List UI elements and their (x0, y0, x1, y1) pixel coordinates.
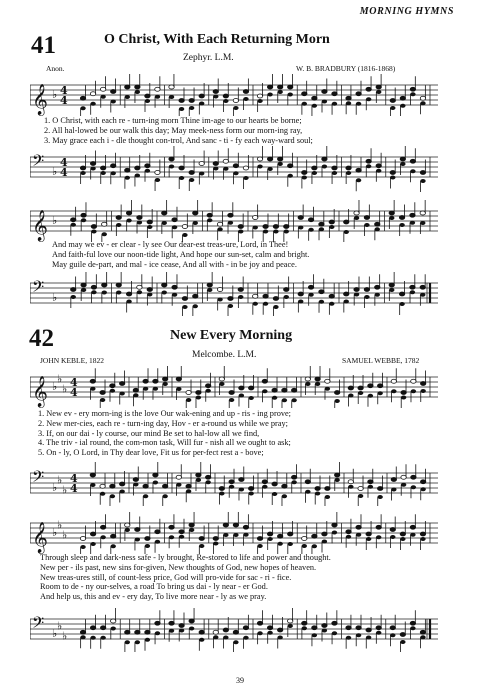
verse-line: May guile de-part, and mal - ice cease, And all with - in be joy and peace. (52, 259, 297, 269)
verse-block (38, 409, 291, 458)
hymn-title: O Christ, With Each Returning Morn (104, 32, 330, 47)
treble-staff (30, 74, 438, 116)
treble-staff (30, 200, 438, 242)
page-number: 39 (236, 676, 244, 685)
bass-staff (30, 462, 438, 506)
bass-staff (30, 146, 438, 192)
hymn-title: New Every Morning (170, 328, 293, 343)
verse-line: New treas-ures still, of count-less price, God will pro-vide for sac - ri - fice. (40, 572, 292, 582)
verse-line: 1. New ev - ery morn-ing is the love Our wak-ening and up - ris - ing prove; (38, 409, 291, 418)
svg-text:♭: ♭ (57, 372, 63, 386)
treble-staff (30, 366, 438, 408)
svg-text:♭: ♭ (62, 629, 68, 643)
svg-text:♭: ♭ (52, 481, 58, 494)
svg-text:𝄢: 𝄢 (32, 614, 45, 636)
verse-line: 1. O Christ, with each re - turn-ing morn Thine im-age to our hearts be borne; (44, 116, 302, 125)
svg-text:𝄢: 𝄢 (32, 278, 45, 300)
svg-text:4: 4 (70, 386, 78, 399)
svg-text:♭: ♭ (52, 165, 58, 178)
svg-text:𝄢: 𝄢 (32, 468, 45, 490)
svg-text:4: 4 (60, 166, 68, 179)
svg-text:4: 4 (60, 156, 68, 169)
verse-block (40, 553, 331, 602)
verse-line: New per - ils past, new sins for-given, New thoughts of God, new hopes of heaven. (40, 562, 317, 572)
verse-line: And help us, this and ev - ery day, To live more near - ly as we pray. (40, 592, 267, 602)
verse-line: And faith-ful love our noon-tide light, And hope our sun-set, calm and bright. (52, 249, 310, 259)
tune-name: Melcombe. L.M. (192, 350, 257, 360)
svg-text:♭: ♭ (57, 518, 63, 532)
tune-name: Zephyr. L.M. (183, 53, 234, 63)
svg-text:4: 4 (60, 94, 68, 107)
svg-text:♭: ♭ (62, 528, 68, 542)
svg-text:4: 4 (60, 84, 68, 97)
music-attribution: SAMUEL WEBBE, 1782 (342, 356, 420, 365)
treble-staff (30, 512, 438, 554)
music-attribution: W. B. BRADBURY (1816-1868) (296, 64, 396, 73)
bass-staff (30, 608, 438, 652)
svg-text:♭: ♭ (57, 473, 63, 487)
svg-text:𝄞: 𝄞 (32, 376, 48, 407)
verse-line: 2. All hal-lowed be our walk this day; May meek-ness form our morn-ing ray, (44, 125, 303, 135)
svg-text:4: 4 (70, 472, 78, 485)
verse-line: Through sleep and dark-ness safe - ly brought, Re-stored to life and power and thought. (40, 553, 331, 562)
svg-text:♭: ♭ (52, 214, 58, 227)
words-attribution: Anon. (46, 64, 65, 73)
section-header: MORNING HYMNS (359, 6, 454, 17)
svg-text:♭: ♭ (52, 380, 58, 393)
svg-text:4: 4 (70, 376, 78, 389)
verse-line: 3. May grace each i - dle thought con-trol, And sanc - ti - fy each way-ward soul; (44, 135, 313, 145)
verse-line: And may we ev - er clear - ly see Our dear-est treas-ure, Lord, in Thee! (52, 240, 289, 249)
svg-text:♭: ♭ (52, 526, 58, 539)
svg-text:♭: ♭ (57, 619, 63, 633)
bass-staff (30, 272, 438, 316)
svg-text:𝄞: 𝄞 (32, 84, 48, 115)
svg-text:♭: ♭ (62, 382, 68, 396)
verse-line: Room to de - ny our-selves, a road To bring us dai - ly near - er God. (40, 582, 268, 592)
svg-text:𝄞: 𝄞 (32, 210, 48, 241)
words-attribution: JOHN KEBLE, 1822 (40, 356, 104, 365)
verse-block (44, 116, 313, 145)
svg-text:♭: ♭ (52, 291, 58, 304)
svg-text:𝄞: 𝄞 (32, 522, 48, 553)
hymn-number: 42 (29, 325, 54, 352)
svg-text:♭: ♭ (52, 88, 58, 101)
hymn-number: 41 (31, 32, 56, 59)
verse-block (52, 240, 309, 269)
verse-line: 2. New mer-cies, each re - turn-ing day, Hov - er a-round us while we pray; (38, 418, 288, 428)
verse-line: 5. On - ly, O Lord, in Thy dear love, Fit us for per-fect rest a - bove; (38, 448, 264, 458)
svg-text:𝄢: 𝄢 (32, 152, 45, 174)
verse-line: 3. If, on our dai - ly course, our mind Be set to hal-low all we find, (38, 428, 260, 438)
svg-text:♭: ♭ (62, 483, 68, 497)
svg-text:4: 4 (70, 482, 78, 495)
verse-line: 4. The triv - ial round, the com-mon task, Will fur - nish all we ought to ask; (38, 438, 291, 448)
svg-text:♭: ♭ (52, 627, 58, 640)
